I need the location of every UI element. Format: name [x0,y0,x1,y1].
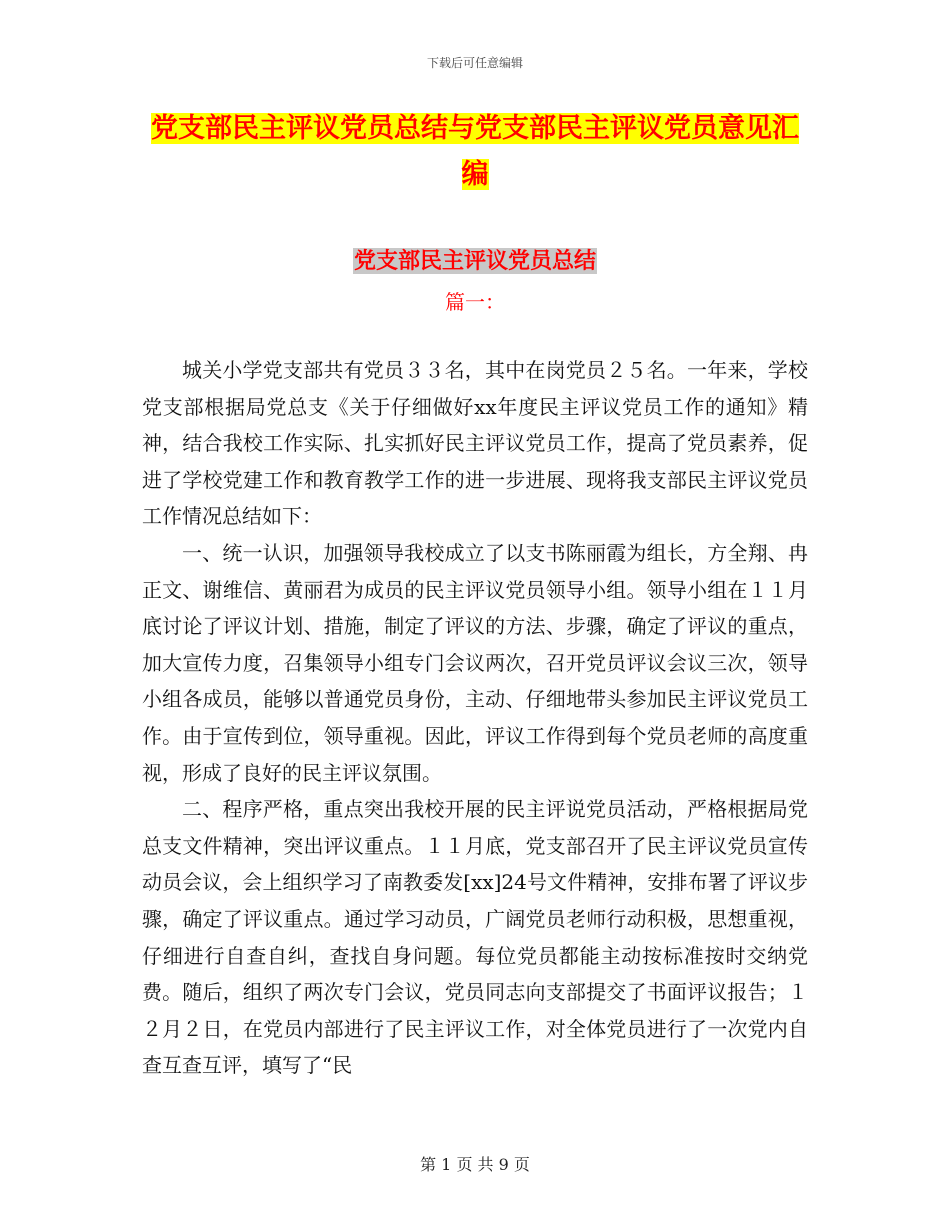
section-title [0,244,950,275]
paragraph-2: 一、统一认识，加强领导我校成立了以支书陈丽霞为组长，方全翔、冉正文、谢维信、黄丽君为成员的民主评议党员领导小组。领导小组在１１月底讨论了评议计划、措施，制定了评议的方法、步骤，确定了评议的重点，加大宣传力度，召集领导小组专门会议两次，召开党员评议会议三次，领导小组各成员，能够以普通党员身份，主动、仔细地带头参加民主评议党员工作。由于宣传到位，领导重视。因此，评议工作得到每个党员老师的高度重视，形成了良好的民主评议氛围。 [142,540,808,785]
document-title-text: 党支部民主评议党员总结与党支部民主评议党员意见汇编 [151,113,799,190]
section-title-text: 党支部民主评议党员总结 [353,248,596,274]
sub-title: 篇一： [445,290,505,314]
header-note: 下载后可任意编辑 [426,56,523,70]
body-text [142,352,808,1084]
document-title [150,106,800,198]
page-footer: 第 1 页 共 9 页 [420,1155,530,1174]
paragraph-3: 二、程序严格，重点突出我校开展的民主评说党员活动，严格根据局党总支文件精神，突出评议重点。１１月底，党支部召开了民主评议党员宣传动员会议，会上组织学习了南教委发[xx]24号文件精神，安排布署了评议步骤，确定了评议重点。通过学习动员，广阔党员老师行动积极，思想重视，仔细进行自查自纠，查找自身问题。每位党员都能主动按标准按时交纳党费。随后，组织了两次专门会议，党员同志向支部提交了书面评议报告；１２月２日，在党员内部进行了民主评议工作，对全体党员进行了一次党内自查互查互评，填写了“民 [142,797,808,1078]
paragraph-1: 城关小学党支部共有党员３３名，其中在岗党员２５名。一年来，学校党支部根据局党总支《关于仔细做好xx年度民主评议党员工作的通知》精神，结合我校工作实际、扎实抓好民主评议党员工作，提高了党员素养，促进了学校党建工作和教育教学工作的进一步进展、现将我支部民主评议党员工作情况总结如下： [142,358,808,529]
